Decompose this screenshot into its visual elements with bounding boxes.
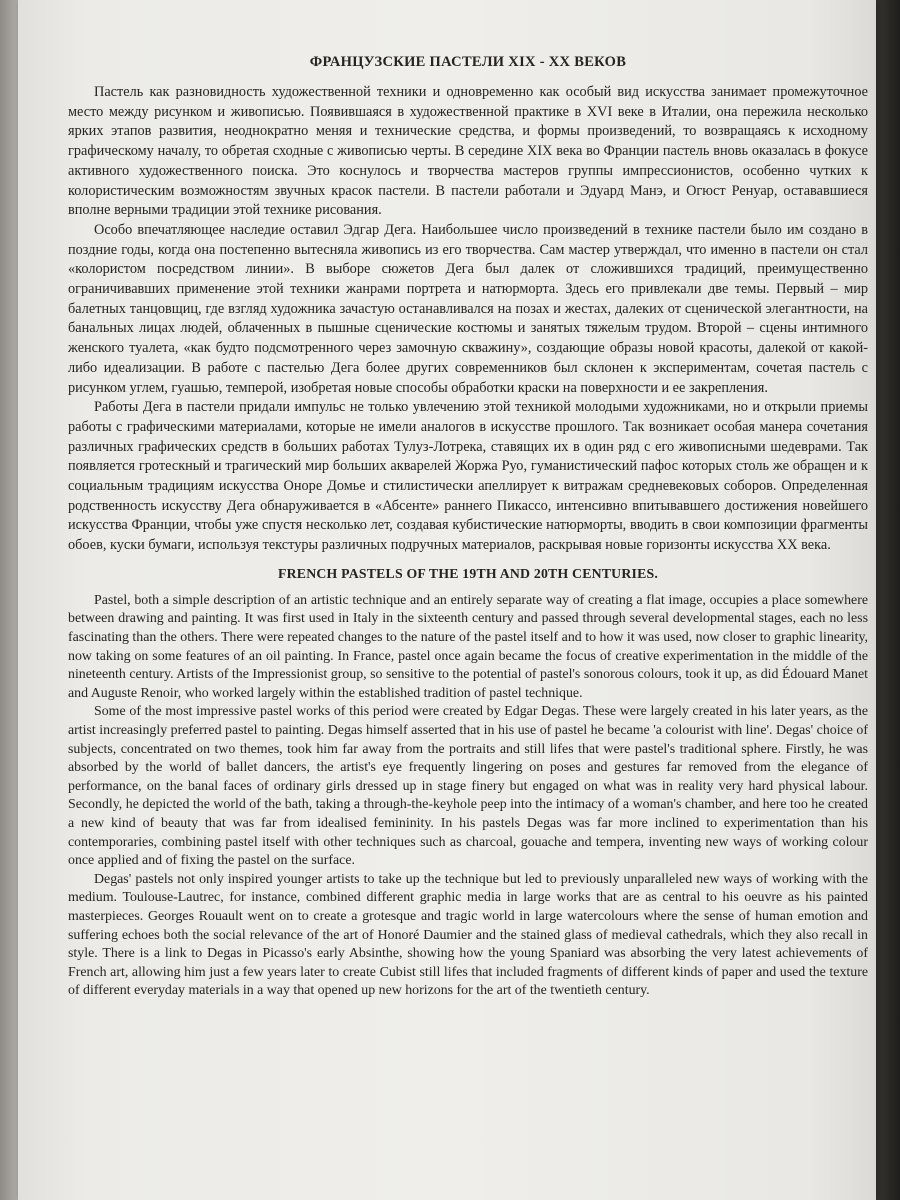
english-paragraph: Pastel, both a simple description of an artistic technique and an entirely separate way of creating a flat image, occupies a place somewhere between drawing and painting. It was first used in Italy in the sixteenth century and passed through several developmental stages, each no less fascinating than the others. There were repeated changes to the nature of the pastel itself and to how it was used, now closer to graphic linearity, now taking on some features of an oil painting. In France, pastel once again became the focus of creative experimentation in the middle of the nineteenth century. Artists of the Impressionist group, so sensitive to the potential of pastel's sonorous colours, took it up, as did Édouard Manet and Auguste Renoir, who worked largely within the established tradition of pastel technique. [68,592,868,701]
english-paragraph: Some of the most impressive pastel works of this period were created by Edgar Degas. These were largely created in his later years, as the artist increasingly preferred pastel to painting. Degas himself asserted that in his use of pastel he became 'a colourist with line'. Degas' choice of subjects, concentrated on two themes, took him far away from the portraits and still lifes that were pastel's traditional sphere. Firstly, he was absorbed by the world of ballet dancers, the artist's eye frequently lingering on poses and gestures far removed from the elegance of performance, on the banal faces of ordinary girls dressed up in stage finery but engaged on what was in reality very hard physical labour. Secondly, he depicted the world of the bath, taking a through-the-keyhole peep into the intimacy of a woman's chamber, and here too he created a new kind of beauty that was far from idealised femininity. In his pastels Degas was far more inclined to experimentation than his contemporaries, combining pastel itself with other techniques such as charcoal, gouache and tempera, inventing new ways of working colour once applied and of fixing the pastel on the surface. [68,704,868,869]
exhibition-text-panel [18,0,876,1200]
russian-title: ФРАНЦУЗСКИЕ ПАСТЕЛИ XIX - XX ВЕКОВ [309,54,627,70]
panel-text [68,54,868,1001]
english-title: FRENCH PASTELS OF THE 19TH AND 20TH CENTURIES. [278,565,658,581]
russian-paragraph: Работы Дега в пастели придали импульс не только увлечению этой техникой молодыми художниками, но и открыли приемы работы с графическими материалами, которые не имели аналогов в искусстве прошлого. Так возникает особая манера сочетания различных графических средств в больших работах Тулуз-Лотрека, ставящих их в один ряд с его живописными шедеврами. Так появляется гротескный и трагический мир больших акварелей Жоржа Руо, гуманистический пафос которых столь же обращен и к социальным традициям искусства Оноре Домье и стилистически апеллирует к витражам средневековых соборов. Определенная родственность искусству Дега обнаруживается в «Абсенте» раннего Пикассо, интенсивно впитывавшего достижения новейшего искусства Франции, чтобы уже спустя несколько лет, создавая кубистические натюрморты, вводить в свои композиции фрагменты обоев, куски бумаги, используя текстуры различных подручных материалов, раскрывая новые горизонты искусства XX века. [68,399,868,554]
english-paragraph: Degas' pastels not only inspired younger artists to take up the technique but led to previously unparalleled new ways of working with the medium. Toulouse-Lautrec, for instance, combined different graphic media in large works that are as central to his oeuvre as his painted masterpieces. Georges Rouault went on to create a grotesque and tragic world in large watercolours where the sense of human emotion and suffering echoes both the social relevance of the art of Honoré Daumier and the stained glass of medieval cathedrals, which they also recall in style. There is a link to Degas in Picasso's early Absinthe, showing how the young Spaniard was absorbing the very latest achievements of French art, allowing him just a few years later to create Cubist still lifes that included fragments of different kinds of paper and used the texture of different everyday materials in a way that opened up new horizons for the art of the twentieth century. [68,871,868,999]
russian-paragraph: Особо впечатляющее наследие оставил Эдгар Дега. Наибольшее число произведений в технике пастели было им создано в поздние годы, когда она постепенно вытесняла живопись из его творчества. Сам мастер утверждал, что именно в пастели он стал «колористом посредством линии». В выборе сюжетов Дега был далек от сложившихся традиций, преимущественно ограничивавших применение этой техники жанрами портрета и натюрморта. Здесь его привлекали две темы. Первый – мир балетных танцовщиц, где взгляд художника зачастую останавливался на позах и жестах, далеких от сценической элегантности, на банальных лицах людей, облаченных в пышные сценические костюмы и занятых тяжелым трудом. Второй – сцены интимного женского туалета, «как будто подсмотренного через замочную скважину», создающие образы новой красоты, далекой от какой-либо идеализации. В работе с пастелью Дега более других современников был склонен к экспериментам, сочетая пастель с рисунком углем, гуашью, темперой, изобретая новые способы обработки краски на поверхности и ее закрепления. [68,221,868,396]
russian-paragraph: Пастель как разновидность художественной техники и одновременно как особый вид искусства занимает промежуточное место между рисунком и живописью. Появившаяся в художественной практике в XVI веке в Италии, она пережила несколько ярких этапов развития, неоднократно меняя и технические средства, и формы произведений, то возвращаясь к исходному графическому началу, то обретая сходные с живописью черты. В середине XIX века во Франции пастель вновь оказалась в фокусе активного художественного поиска. Это коснулось и творчества мастеров группы импрессионистов, особенно чутких к колористическим возможностям звучных красок пастели. В пастели работали и Эдуард Манэ, и Огюст Ренуар, остававшиеся вполне верными традиции этой технике рисования. [68,84,868,219]
wall-right-edge [874,0,900,1200]
